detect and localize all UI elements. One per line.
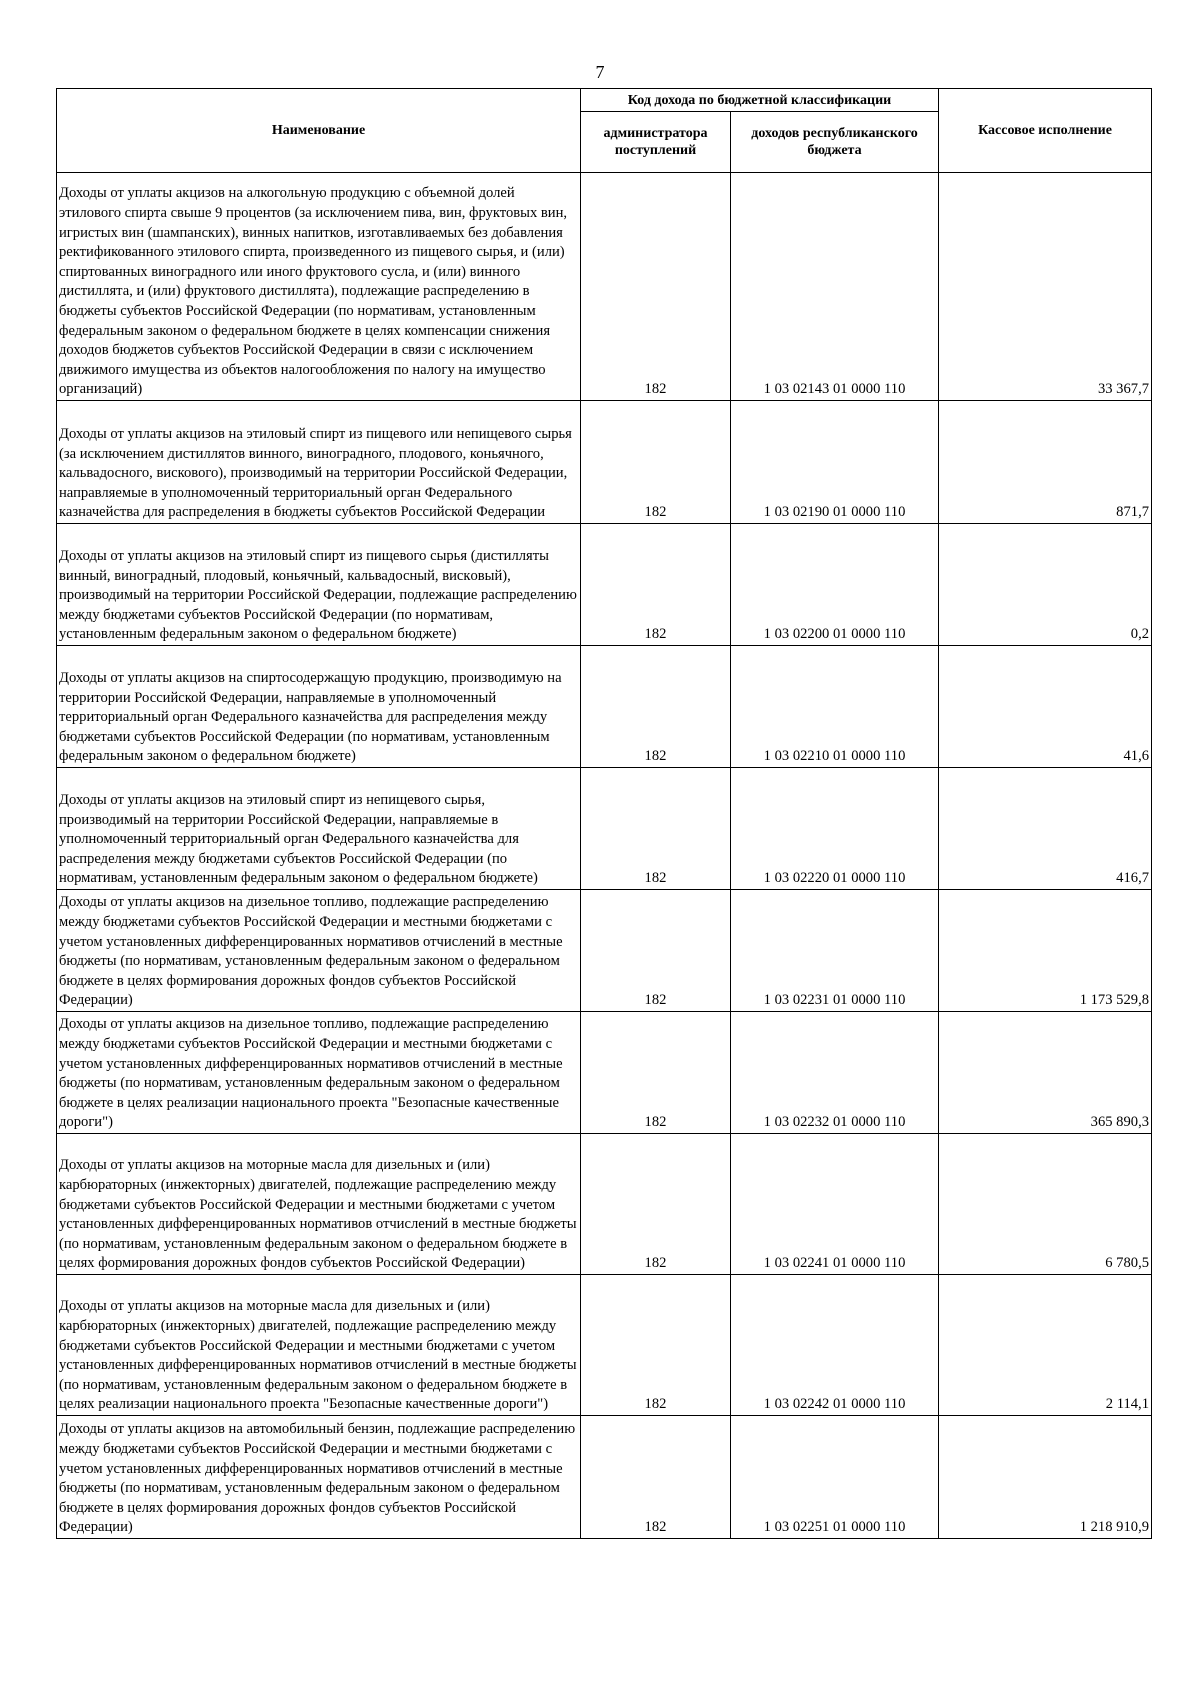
row-admin: 182 — [581, 1134, 731, 1275]
page-number: 7 — [595, 62, 605, 82]
header-revenue: доходов республиканского бюджета — [731, 112, 939, 173]
row-code: 1 03 02190 01 0000 110 — [731, 401, 939, 524]
row-admin: 182 — [581, 1275, 731, 1416]
row-code: 1 03 02241 01 0000 110 — [731, 1134, 939, 1275]
row-admin: 182 — [581, 1012, 731, 1134]
row-amount: 33 367,7 — [939, 173, 1152, 401]
row-name: Доходы от уплаты акцизов на моторные масла для дизельных и (или) карбюраторных (инжекторных) двигателей, подлежащие распределению между бюджетами субъектов Российской Федерации и местными бюджетами с учетом установленных дифференцированных нормативов отчислений в местные бюджеты (по нормативам, установленным федеральным законом о федеральном бюджете в целях формирования дорожных фондов субъектов Российской Федерации) — [57, 1134, 581, 1275]
row-admin: 182 — [581, 173, 731, 401]
row-amount: 0,2 — [939, 524, 1152, 646]
row-code: 1 03 02242 01 0000 110 — [731, 1275, 939, 1416]
row-name: Доходы от уплаты акцизов на дизельное топливо, подлежащие распределению между бюджетами субъектов Российской Федерации и местными бюджетами с учетом установленных дифференцированных нормативов отчислений в местные бюджеты (по нормативам, установленным федеральным законом о федеральном бюджете в целях реализации национального проекта "Безопасные качественные дороги") — [57, 1012, 581, 1134]
row-name: Доходы от уплаты акцизов на этиловый спирт из пищевого сырья (дистилляты винный, виноградный, плодовый, коньячный, кальвадосный, вискoвый), производимый на территории Российской Федерации, подлежащие распределению между бюджетами субъектов Российской Федерации (по нормативам, установленным федеральным законом о федеральном бюджете) — [57, 524, 581, 646]
row-name: Доходы от уплаты акцизов на алкогольную продукцию с объемной долей этилового спирта свыше 9 процентов (за исключением пива, вин, фруктовых вин, игристых вин (шампанских), винных напитков, изготавливаемых без добавления ректификованного этилового спирта, произведенного из пищевого сырья, и (или) спиртованных виноградного или иного фруктового сусла, и (или) винного дистиллята, и (или) фруктового дистиллята), подлежащие распределению в бюджеты субъектов Российской Федерации (по нормативам, установленным федеральным законом о федеральном бюджете в целях компенсации снижения доходов бюджетов субъектов Российской Федерации в связи с исключением движимого имущества из объектов налогообложения по налогу на имущество организаций) — [57, 173, 581, 401]
row-name: Доходы от уплаты акцизов на моторные масла для дизельных и (или) карбюраторных (инжекторных) двигателей, подлежащие распределению между бюджетами субъектов Российской Федерации и местными бюджетами с учетом установленных дифференцированных нормативов отчислений в местные бюджеты (по нормативам, установленным федеральным законом о федеральном бюджете в целях реализации национального проекта "Безопасные качественные дороги") — [57, 1275, 581, 1416]
row-amount: 41,6 — [939, 646, 1152, 768]
revenue-table — [56, 88, 1152, 1539]
row-code: 1 03 02251 01 0000 110 — [731, 1416, 939, 1539]
table-body — [57, 173, 1152, 1539]
row-admin: 182 — [581, 890, 731, 1012]
row-admin: 182 — [581, 768, 731, 890]
table-header — [57, 89, 1152, 173]
row-amount: 416,7 — [939, 768, 1152, 890]
row-code: 1 03 02210 01 0000 110 — [731, 646, 939, 768]
row-name: Доходы от уплаты акцизов на автомобильный бензин, подлежащие распределению между бюджетами субъектов Российской Федерации и местными бюджетами с учетом установленных дифференцированных нормативов отчислений в местные бюджеты (по нормативам, установленным федеральным законом о федеральном бюджете в целях формирования дорожных фондов субъектов Российской Федерации) — [57, 1416, 581, 1539]
row-amount: 365 890,3 — [939, 1012, 1152, 1134]
table-row — [57, 401, 1152, 524]
row-code: 1 03 02220 01 0000 110 — [731, 768, 939, 890]
row-admin: 182 — [581, 1416, 731, 1539]
table-row — [57, 173, 1152, 401]
table-row — [57, 1134, 1152, 1275]
header-code-group: Код дохода по бюджетной классификации — [581, 89, 939, 112]
row-code: 1 03 02143 01 0000 110 — [731, 173, 939, 401]
table-row — [57, 1416, 1152, 1539]
row-name: Доходы от уплаты акцизов на спиртосодержащую продукцию, производимую на территории Российской Федерации, направляемые в уполномоченный территориальный орган Федерального казначейства для распределения между бюджетами субъектов Российской Федерации (по нормативам, установленным федеральным законом о федеральном бюджете) — [57, 646, 581, 768]
header-admin: администратора поступлений — [581, 112, 731, 173]
header-execution: Кассовое исполнение — [939, 89, 1152, 173]
table-row — [57, 890, 1152, 1012]
row-amount: 6 780,5 — [939, 1134, 1152, 1275]
row-name: Доходы от уплаты акцизов на этиловый спирт из пищевого или непищевого сырья (за исключением дистиллятов винного, виноградного, плодового, коньячного, кальвадосного, вискового), производимый на территории Российской Федерации, направляемые в уполномоченный территориальный орган Федерального казначейства для распределения в бюджеты субъектов Российской Федерации — [57, 401, 581, 524]
row-code: 1 03 02232 01 0000 110 — [731, 1012, 939, 1134]
row-amount: 2 114,1 — [939, 1275, 1152, 1416]
table-row — [57, 1012, 1152, 1134]
row-amount: 871,7 — [939, 401, 1152, 524]
table-row — [57, 1275, 1152, 1416]
row-admin: 182 — [581, 401, 731, 524]
table-row — [57, 524, 1152, 646]
row-admin: 182 — [581, 524, 731, 646]
row-code: 1 03 02231 01 0000 110 — [731, 890, 939, 1012]
table-row — [57, 768, 1152, 890]
row-code: 1 03 02200 01 0000 110 — [731, 524, 939, 646]
row-name: Доходы от уплаты акцизов на этиловый спирт из непищевого сырья, производимый на территории Российской Федерации, направляемые в уполномоченный территориальный орган Федерального казначейства для распределения между бюджетами субъектов Российской Федерации (по нормативам, установленным федеральным законом о федеральном бюджете) — [57, 768, 581, 890]
row-amount: 1 173 529,8 — [939, 890, 1152, 1012]
row-name: Доходы от уплаты акцизов на дизельное топливо, подлежащие распределению между бюджетами субъектов Российской Федерации и местными бюджетами с учетом установленных дифференцированных нормативов отчислений в местные бюджеты (по нормативам, установленным федеральным законом о федеральном бюджете в целях формирования дорожных фондов субъектов Российской Федерации) — [57, 890, 581, 1012]
row-amount: 1 218 910,9 — [939, 1416, 1152, 1539]
header-name: Наименование — [57, 89, 581, 173]
row-admin: 182 — [581, 646, 731, 768]
table-row — [57, 646, 1152, 768]
